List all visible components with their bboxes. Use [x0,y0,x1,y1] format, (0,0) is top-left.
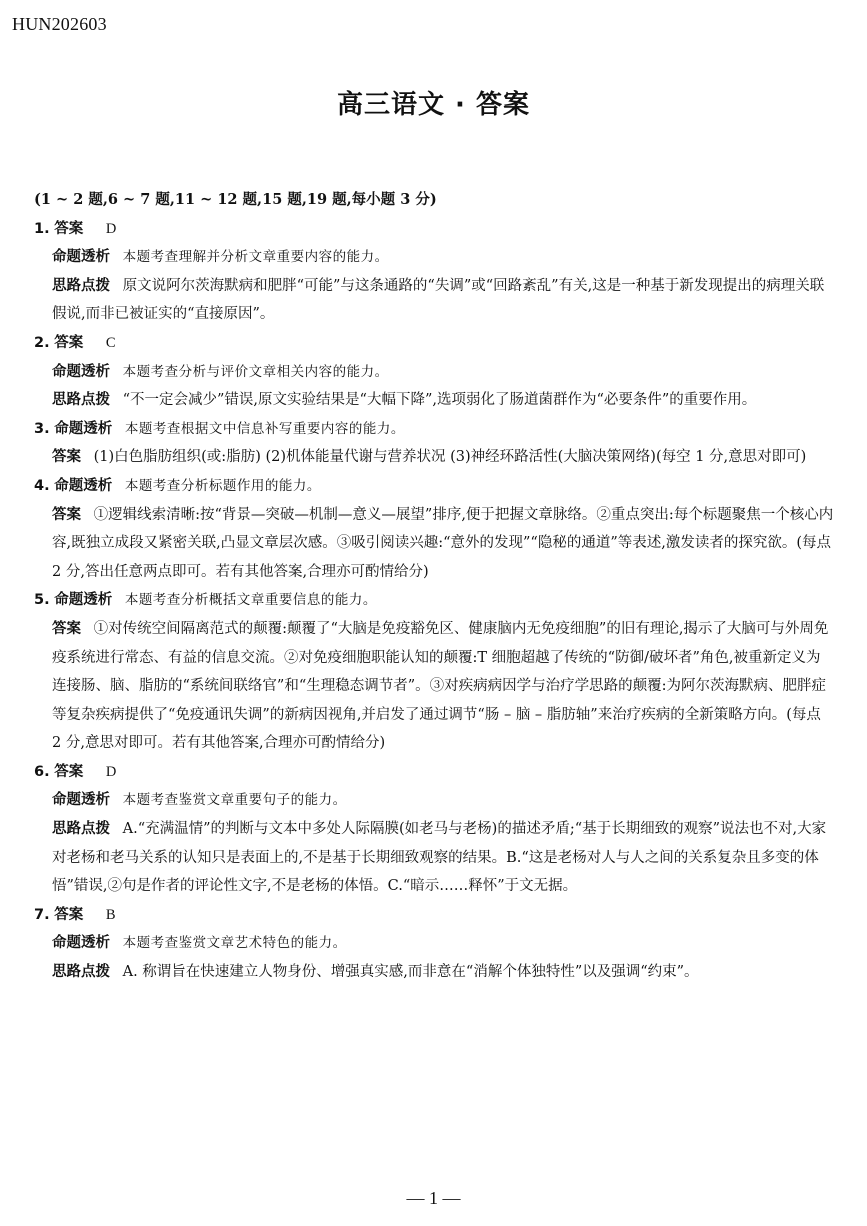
answer-text: (1)白色脂肪组织(或:脂肪) (2)机体能量代谢与营养状况 (3)神经环路活性(大脑决策网络)(每空 1 分,意思对即可) [93,449,807,466]
answer-text: ①逻辑线索清晰:按“背景—突破—机制—意义—展望”排序,便于把握文章脉络。②重点突出:每个标题聚焦一个核心内容,既独立成段又紧密关联,凸显文章层次感。③吸引阅读兴趣:“意外的发现”“隐秘的通道”等表述,激发读者的探究欲。(每点 2 分,答出任意两点即可。若有其他答案,合理亦可酌情给分) [52,506,834,580]
q2-intent [34,358,834,387]
answer-label: 答案 [52,620,81,637]
q6-hint [34,815,834,901]
q3-intent-line [34,415,834,444]
q6-answer-line [34,758,834,787]
answer-value: B [105,906,116,923]
page-title: 高三语文 · 答案 [337,90,530,120]
q7-hint [34,958,834,987]
question-number: 7. [34,906,50,923]
hint-text: A. 称谓旨在快速建立人物身份、增强真实感,而非意在“消解个体独特性”以及强调“约束”。 [122,964,699,981]
q7-answer-line [34,901,834,930]
hint-label: 思路点拨 [52,392,110,409]
intent-label: 命题透析 [52,935,110,952]
question-number: 2. [34,334,50,351]
answer-label: 答案 [52,449,81,466]
question-number: 1. [34,220,50,237]
intent-text: 本题考查鉴赏文章重要句子的能力。 [122,792,347,809]
hint-label: 思路点拨 [52,964,110,981]
intent-text: 本题考查分析与评价文章相关内容的能力。 [122,363,389,380]
answer-value: D [105,763,117,780]
hint-label: 思路点拨 [52,277,110,294]
q1-hint [34,272,834,329]
answer-text: ①对传统空间隔离范式的颠覆:颠覆了“大脑是免疫豁免区、健康脑内无免疫细胞”的旧有理论,揭示了大脑可与外周免疫系统进行常态、有益的信息交流。②对免疫细胞职能认知的颠覆:T 细胞超越了传统的“防御/破坏者”角色,被重新定义为连接肠、脑、脂肪的“系统间联络官”和“生理稳态调节者”。③对疾病病因学与治疗学思路的颠覆:为阿尔茨海默病、肥胖症等复杂疾病提供了“免疫通讯失调”的新病因视角,并启发了通过调节“肠 – 脑 – 脂肪轴”来治疗疾病的全新策略方向。(每点 2 分,意思对即可。若有其他答案,合理亦可酌情给分) [52,620,829,752]
q6-intent [34,786,834,815]
question-number: 4. [34,477,50,494]
page-number: — 1 — [406,1188,461,1208]
hint-label: 思路点拨 [52,821,110,838]
q5-intent-line [34,586,834,615]
answer-label: 答案 [52,506,81,523]
intent-label: 命题透析 [52,792,110,809]
intent-label: 命题透析 [54,420,113,437]
question-number: 6. [34,763,50,780]
intent-label: 命题透析 [54,592,113,609]
q4-answer [34,501,834,587]
q2-answer-line [34,329,834,358]
answer-label: 答案 [54,220,84,237]
q5-answer [34,615,834,758]
answer-label: 答案 [54,334,84,351]
answer-value: C [105,334,116,351]
intent-text: 本题考查分析概括文章重要信息的能力。 [124,592,377,609]
q4-intent-line [34,472,834,501]
answer-label: 答案 [54,906,84,923]
question-number: 5. [34,592,50,609]
intent-label: 命题透析 [52,363,110,380]
hint-text: 原文说阿尔茨海默病和肥胖“可能”与这条通路的“失调”或“回路紊乱”有关,这是一种基于新发现提出的病理关联假说,而非已被证实的“直接原因”。 [52,277,825,323]
intent-text: 本题考查分析标题作用的能力。 [124,477,321,494]
answer-content [34,186,834,987]
hint-text: “不一定会减少”错误,原文实验结果是“大幅下降”,选项弱化了肠道菌群作为“必要条件”的重要作用。 [122,392,757,409]
scoring-note: (1 ~ 2 题,6 ~ 7 题,11 ~ 12 题,15 题,19 题,每小题 3 分) [34,191,437,208]
hint-text: A.“充满温情”的判断与文本中多处人际隔膜(如老马与老杨)的描述矛盾;“基于长期细致的观察”说法也不对,大家对老杨和老马关系的认知只是表面上的,不是基于长期细致观察的结果。B.“这是老杨对人与人之间的关系复杂且多变的体悟”错误,②句是作者的评论性文字,不是老杨的体悟。C.“暗示……释怀”于文无据。 [52,821,827,895]
answer-value: D [105,220,117,237]
q3-answer [34,443,834,472]
q7-intent [34,929,834,958]
intent-text: 本题考查鉴赏文章艺术特色的能力。 [122,935,347,952]
intent-text: 本题考查根据文中信息补写重要内容的能力。 [124,420,405,437]
q1-intent [34,243,834,272]
q1-answer-line [34,215,834,244]
intent-label: 命题透析 [52,249,110,266]
intent-label: 命题透析 [54,477,113,494]
intent-text: 本题考查理解并分析文章重要内容的能力。 [122,249,389,266]
document-code: HUN202603 [12,14,107,34]
q2-hint [34,386,834,415]
answer-label: 答案 [54,763,84,780]
question-number: 3. [34,420,50,437]
